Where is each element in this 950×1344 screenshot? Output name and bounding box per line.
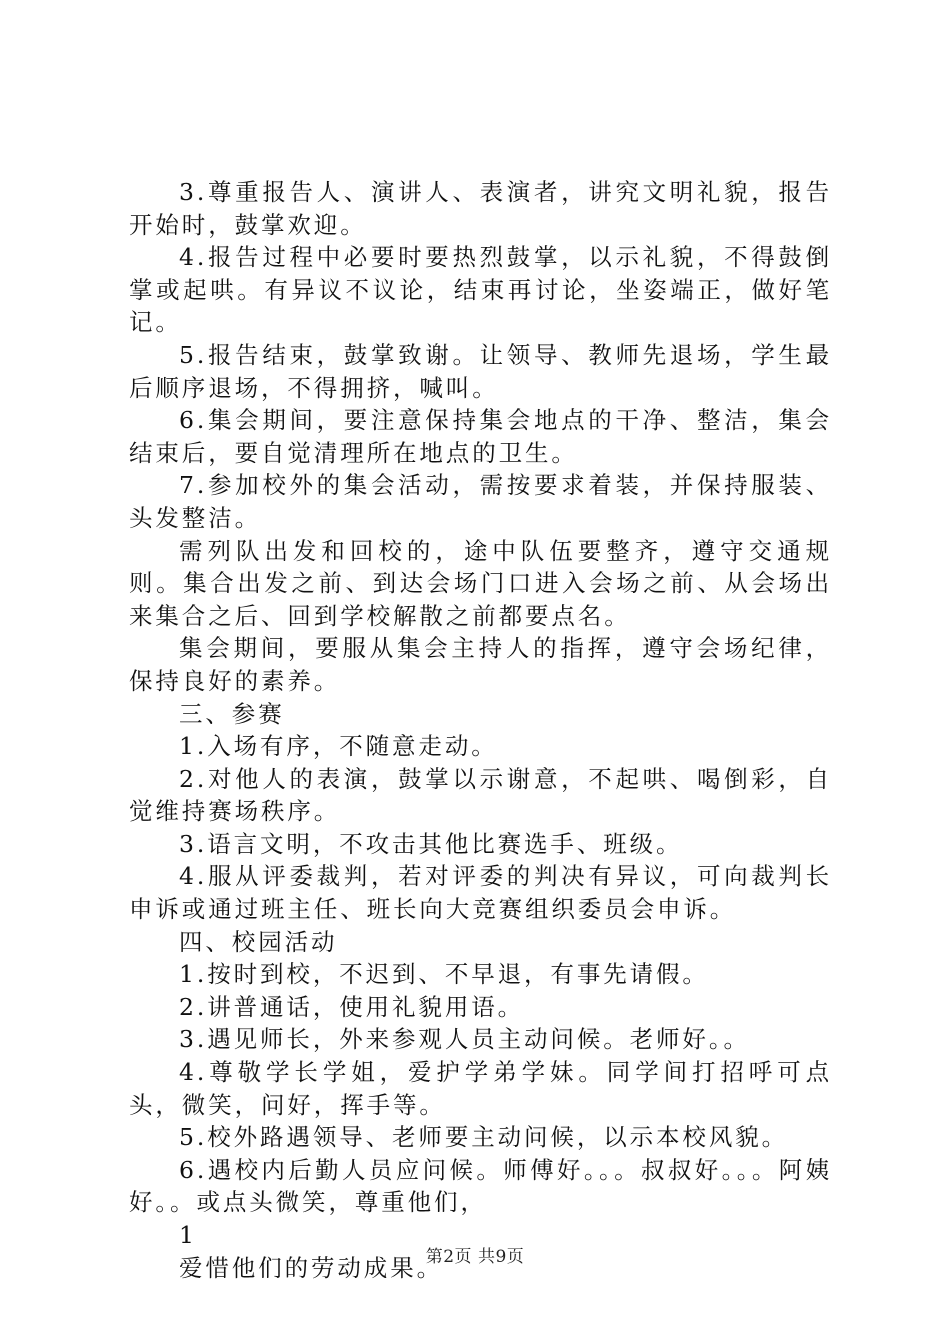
paragraph: 5.报告结束，鼓掌致谢。让领导、教师先退场，学生最后顺序退场，不得拥挤，喊叫。 <box>129 340 832 402</box>
page-footer: 第2页 共9页 <box>425 1247 525 1267</box>
paragraph: 2.讲普通话，使用礼貌用语。 <box>179 992 525 1021</box>
paragraph: 6.集会期间，要注意保持集会地点的干净、整洁，集会结束后，要自觉清理所在地点的卫生。 <box>129 406 832 467</box>
paragraph: 3.语言文明，不攻击其他比赛选手、班级。 <box>179 829 683 858</box>
paragraph: 集会期间，要服从集会主持人的指挥，遵守会场纪律，保持良好的素养。 <box>129 634 832 695</box>
paragraph: 4.报告过程中必要时要热烈鼓掌，以示礼貌，不得鼓倒掌或起哄。有异议不议论，结束再讨论，坐姿端正，做好笔记。 <box>129 243 832 337</box>
paragraph: 1.按时到校，不迟到、不早退，有事先请假。 <box>179 960 709 989</box>
paragraph: 4.尊敬学长学姐，爱护学弟学妹。同学间打招呼可点头，微笑，问好，挥手等。 <box>129 1058 832 1119</box>
paragraph: 4.服从评委裁判，若对评委的判决有异议，可向裁判长申诉或通过班主任、班长向大竞赛组织委员会申诉。 <box>129 862 832 924</box>
paragraph: 7.参加校外的集会活动，需按要求着装，并保持服装、头发整洁。 <box>129 471 832 532</box>
paragraph: 3.尊重报告人、演讲人、表演者，讲究文明礼貌，报告开始时，鼓掌欢迎。 <box>129 178 832 239</box>
paragraph: 6.遇校内后勤人员应问候。师傅好。。。叔叔好。。。阿姨好。。或点头微笑，尊重他们， <box>129 1155 832 1217</box>
paragraph: 5.校外路遇领导、老师要主动问候，以示本校风貌。 <box>179 1123 789 1152</box>
paragraph: 3.遇见师长，外来参观人员主动问候。老师好。。 <box>179 1025 750 1054</box>
paragraph: 需列队出发和回校的，途中队伍要整齐，遵守交通规则。集合出发之前、到达会场门口进入会场之前、从会场出来集合之后、回到学校解散之前都要点名。 <box>129 536 832 630</box>
section-heading: 四、校园活动 <box>179 927 338 956</box>
document-body <box>129 176 832 1284</box>
section-heading: 三、参赛 <box>179 699 285 728</box>
paragraph: 爱惜他们的劳动成果。 <box>179 1253 443 1282</box>
inline-page-number: 1 <box>179 1221 197 1249</box>
paragraph: 1.入场有序，不随意走动。 <box>179 732 498 761</box>
paragraph: 2.对他人的表演，鼓掌以示谢意，不起哄、喝倒彩，自觉维持赛场秩序。 <box>129 764 832 826</box>
